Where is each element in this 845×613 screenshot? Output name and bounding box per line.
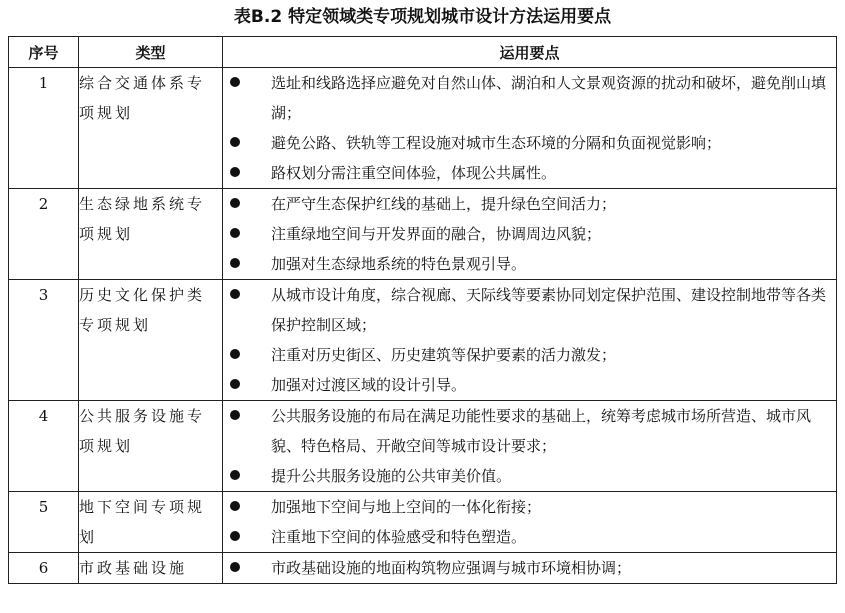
table-row bbox=[9, 553, 837, 584]
bullet-icon bbox=[230, 379, 240, 389]
table-row bbox=[9, 280, 837, 401]
point-text: 从城市设计角度，综合视廊、天际线等要素协同划定保护范围、建设控制地带等各类保护控制区域； bbox=[271, 286, 827, 334]
row-points bbox=[223, 68, 837, 189]
row-number: 1 bbox=[9, 68, 79, 189]
row-points bbox=[223, 553, 837, 584]
bullet-icon bbox=[230, 289, 240, 299]
header-no: 序号 bbox=[9, 37, 79, 68]
header-points: 运用要点 bbox=[223, 37, 837, 68]
point-text: 选址和线路选择应避免对自然山体、湖泊和人文景观资源的扰动和破坏，避免削山填湖； bbox=[271, 74, 827, 122]
bullet-icon bbox=[230, 531, 240, 541]
point-text: 加强对生态绿地系统的特色景观引导。 bbox=[271, 255, 527, 273]
bullet-icon bbox=[230, 258, 240, 268]
planning-points-table bbox=[8, 36, 837, 584]
point-item bbox=[223, 522, 836, 552]
point-text: 注重地下空间的体验感受和特色塑造。 bbox=[271, 528, 527, 546]
bullet-icon bbox=[230, 228, 240, 238]
point-item bbox=[223, 401, 836, 461]
row-points bbox=[223, 492, 837, 553]
bullet-icon bbox=[230, 349, 240, 359]
row-points bbox=[223, 401, 837, 492]
bullet-icon bbox=[230, 470, 240, 480]
bullet-icon bbox=[230, 167, 240, 177]
point-text: 避免公路、铁轨等工程设施对城市生态环境的分隔和负面视觉影响； bbox=[271, 134, 722, 152]
point-item bbox=[223, 553, 836, 583]
point-item bbox=[223, 461, 836, 491]
point-text: 注重对历史街区、历史建筑等保护要素的活力激发； bbox=[271, 346, 617, 364]
table-row bbox=[9, 401, 837, 492]
row-points bbox=[223, 189, 837, 280]
table-caption: 表B.2 特定领域类专项规划城市设计方法运用要点 bbox=[233, 7, 612, 27]
row-type: 历史文化保护类专项规划 bbox=[79, 280, 223, 401]
row-number: 4 bbox=[9, 401, 79, 492]
table-row bbox=[9, 189, 837, 280]
point-item bbox=[223, 249, 836, 279]
point-item bbox=[223, 68, 836, 128]
row-number: 5 bbox=[9, 492, 79, 553]
bullet-icon bbox=[230, 562, 240, 572]
point-item bbox=[223, 280, 836, 340]
bullet-icon bbox=[230, 137, 240, 147]
row-type: 市政基础设施 bbox=[79, 553, 223, 584]
point-text: 提升公共服务设施的公共审美价值。 bbox=[271, 467, 512, 485]
row-type: 公共服务设施专项规划 bbox=[79, 401, 223, 492]
row-number: 2 bbox=[9, 189, 79, 280]
row-points bbox=[223, 280, 837, 401]
point-text: 公共服务设施的布局在满足功能性要求的基础上，统筹考虑城市场所营造、城市风貌、特色格局、开敞空间等城市设计要求； bbox=[271, 407, 812, 455]
table-row bbox=[9, 492, 837, 553]
point-text: 加强地下空间与地上空间的一体化衔接； bbox=[271, 498, 542, 516]
point-item bbox=[223, 340, 836, 370]
point-text: 加强对过渡区域的设计引导。 bbox=[271, 376, 467, 394]
point-text: 在严守生态保护红线的基础上，提升绿色空间活力； bbox=[271, 195, 617, 213]
point-item bbox=[223, 370, 836, 400]
header-row bbox=[9, 37, 837, 68]
row-type: 生态绿地系统专项规划 bbox=[79, 189, 223, 280]
row-type: 地下空间专项规划 bbox=[79, 492, 223, 553]
point-item bbox=[223, 158, 836, 188]
header-type: 类型 bbox=[79, 37, 223, 68]
point-item bbox=[223, 219, 836, 249]
bullet-icon bbox=[230, 501, 240, 511]
row-number: 3 bbox=[9, 280, 79, 401]
table-row bbox=[9, 68, 837, 189]
point-text: 注重绿地空间与开发界面的融合，协调周边风貌； bbox=[271, 225, 602, 243]
bullet-icon bbox=[230, 198, 240, 208]
point-text: 路权划分需注重空间体验，体现公共属性。 bbox=[271, 164, 557, 182]
point-item bbox=[223, 492, 836, 522]
row-type: 综合交通体系专项规划 bbox=[79, 68, 223, 189]
bullet-icon bbox=[230, 410, 240, 420]
point-item bbox=[223, 189, 836, 219]
point-item bbox=[223, 128, 836, 158]
bullet-icon bbox=[230, 77, 240, 87]
point-text: 市政基础设施的地面构筑物应强调与城市环境相协调； bbox=[271, 559, 632, 577]
row-number: 6 bbox=[9, 553, 79, 584]
